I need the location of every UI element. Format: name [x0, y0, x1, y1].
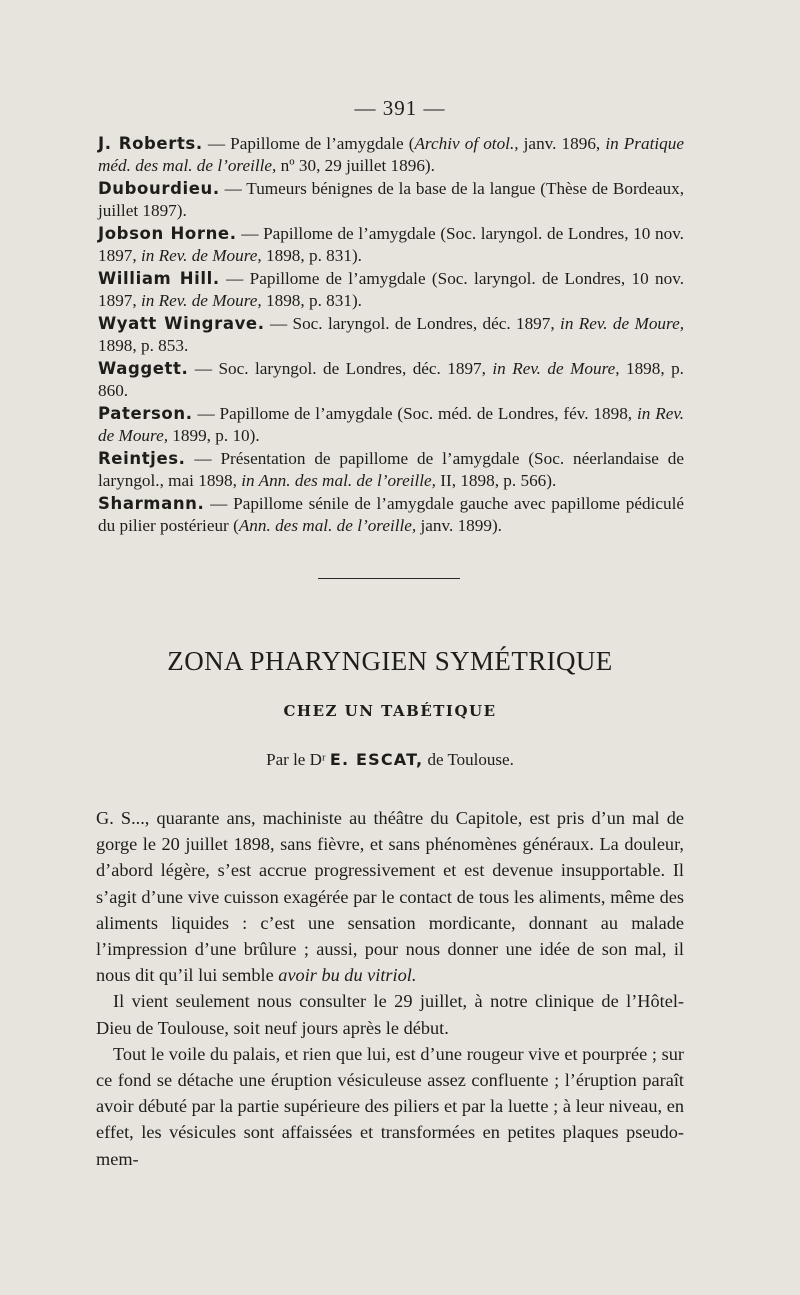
reference-author: Jobson Horne.: [98, 224, 237, 243]
reference-source: Ann. des mal. de l’oreille,: [238, 515, 417, 535]
reference-text: — Papillome de l’amygdale (Soc. méd. de Londres, fév. 1898,: [192, 404, 637, 423]
reference-source: in Rev. de Moure,: [140, 290, 262, 310]
reference-entry: [98, 493, 684, 536]
reference-text: — Papillome de l’amygdale (Soc. laryngol. de Londres, 10 nov. 1897,: [98, 269, 684, 310]
reference-text: 1898, p. 860.: [98, 359, 684, 400]
reference-text: 1898, p. 831).: [261, 245, 362, 265]
reference-author: J. Roberts.: [98, 134, 203, 153]
reference-text: — Soc. laryngol. de Londres, déc. 1897,: [264, 314, 561, 333]
reference-text: nº 30, 29 juillet 1896).: [276, 155, 435, 175]
reference-author: Sharmann.: [98, 494, 205, 513]
bibliography-list: [98, 133, 684, 538]
body-paragraph: [96, 1041, 684, 1172]
reference-text: — Papillome sénile de l’amygdale gauche avec papillome pédiculé du pilier postérieur (: [98, 494, 684, 535]
reference-entry: [98, 178, 684, 221]
paragraph-text: G. S..., quarante ans, machiniste au théâtre du Capitole, est pris d’un mal de gorge le 20 juillet 1898, sans fièvre, et sans phénomènes généraux. La douleur, d’abord légère, s’est accrue progressivement et est devenue insupportable. Il s’agit d’une vive cuisson exagérée par le contact de tous les aliments, même des aliments liquides : c’est une sensation mordicante, donnant au malade l’impression d’une brûlure ; aussi, pour nous donner une idée de son mal, il nous dit qu’il lui semble: [96, 808, 684, 986]
page-number: — 391 —: [354, 96, 446, 120]
body-paragraph: [96, 988, 684, 1040]
reference-source: in Pratique méd. des mal. de l’oreille,: [98, 134, 684, 175]
reference-entry: [98, 133, 684, 176]
reference-text: — Présentation de papillome de l’amygdale (Soc. néerlandaise de laryngol., mai 1898,: [98, 449, 684, 490]
byline-prefix: Par le Dʳ: [266, 750, 330, 769]
italic-text: avoir bu du vitriol.: [278, 965, 417, 986]
reference-source: Archiv of otol.,: [414, 134, 519, 153]
reference-author: Waggett.: [98, 359, 189, 378]
reference-text: 1898, p. 853.: [98, 335, 189, 355]
reference-source: in Rev. de Moure,: [98, 404, 684, 445]
reference-author: Paterson.: [98, 404, 193, 423]
reference-source: in Rev. de Moure,: [560, 314, 684, 333]
reference-text: 1898, p. 831).: [261, 290, 362, 310]
reference-text: — Papillome de l’amygdale (Soc. laryngol. de Londres, 10 nov. 1897,: [98, 224, 684, 265]
reference-entry: [98, 403, 684, 446]
reference-author: William Hill.: [98, 269, 220, 288]
paragraph-text: Tout le voile du palais, et rien que lui, est d’une rougeur vive et pourprée ; sur ce fond se détache une éruption vésiculeuse assez confluente ; l’éruption paraît avoir débuté par la partie supérieure des piliers et par la luette ; à leur niveau, en effet, les vésicules sont affaissées et transformées en petites plaques pseudo-mem-: [96, 1043, 684, 1169]
reference-text: — Soc. laryngol. de Londres, déc. 1897,: [188, 359, 493, 378]
reference-author: Dubourdieu.: [98, 179, 220, 198]
reference-text: II, 1898, p. 566).: [435, 470, 557, 490]
article-body: [96, 805, 684, 1172]
reference-text: — Tumeurs bénignes de la base de la langue (Thèse de Bordeaux, juillet 1897).: [98, 179, 684, 220]
section-divider: [318, 578, 460, 579]
article-byline: [0, 750, 780, 770]
byline-suffix: de Toulouse.: [423, 750, 514, 769]
reference-source: in Rev. de Moure,: [140, 245, 262, 265]
reference-source: in Ann. des mal. de l’oreille,: [241, 470, 436, 490]
reference-entry: [98, 223, 684, 266]
reference-entry: [98, 358, 684, 401]
reference-text: — Papillome de l’amygdale (: [202, 134, 415, 153]
reference-entry: [98, 268, 684, 311]
article-title: ZONA PHARYNGIEN SYMÉTRIQUE: [167, 646, 613, 676]
article-subtitle: CHEZ UN TABÉTIQUE: [283, 702, 497, 720]
reference-source: in Rev. de Moure,: [492, 359, 620, 378]
body-paragraph: [96, 805, 684, 988]
reference-author: Wyatt Wingrave.: [98, 314, 265, 333]
paragraph-text: Il vient seulement nous consulter le 29 juillet, à notre clinique de l’Hôtel-Dieu de Toulouse, soit neuf jours après le début.: [96, 991, 684, 1038]
reference-author: Reintjes.: [98, 449, 186, 468]
reference-text: janv. 1899).: [416, 515, 502, 535]
reference-entry: [98, 313, 684, 356]
author-name: E. ESCAT,: [329, 750, 424, 769]
reference-entry: [98, 448, 684, 491]
reference-text: 1899, p. 10).: [168, 425, 260, 445]
reference-text: janv. 1896,: [518, 134, 606, 153]
